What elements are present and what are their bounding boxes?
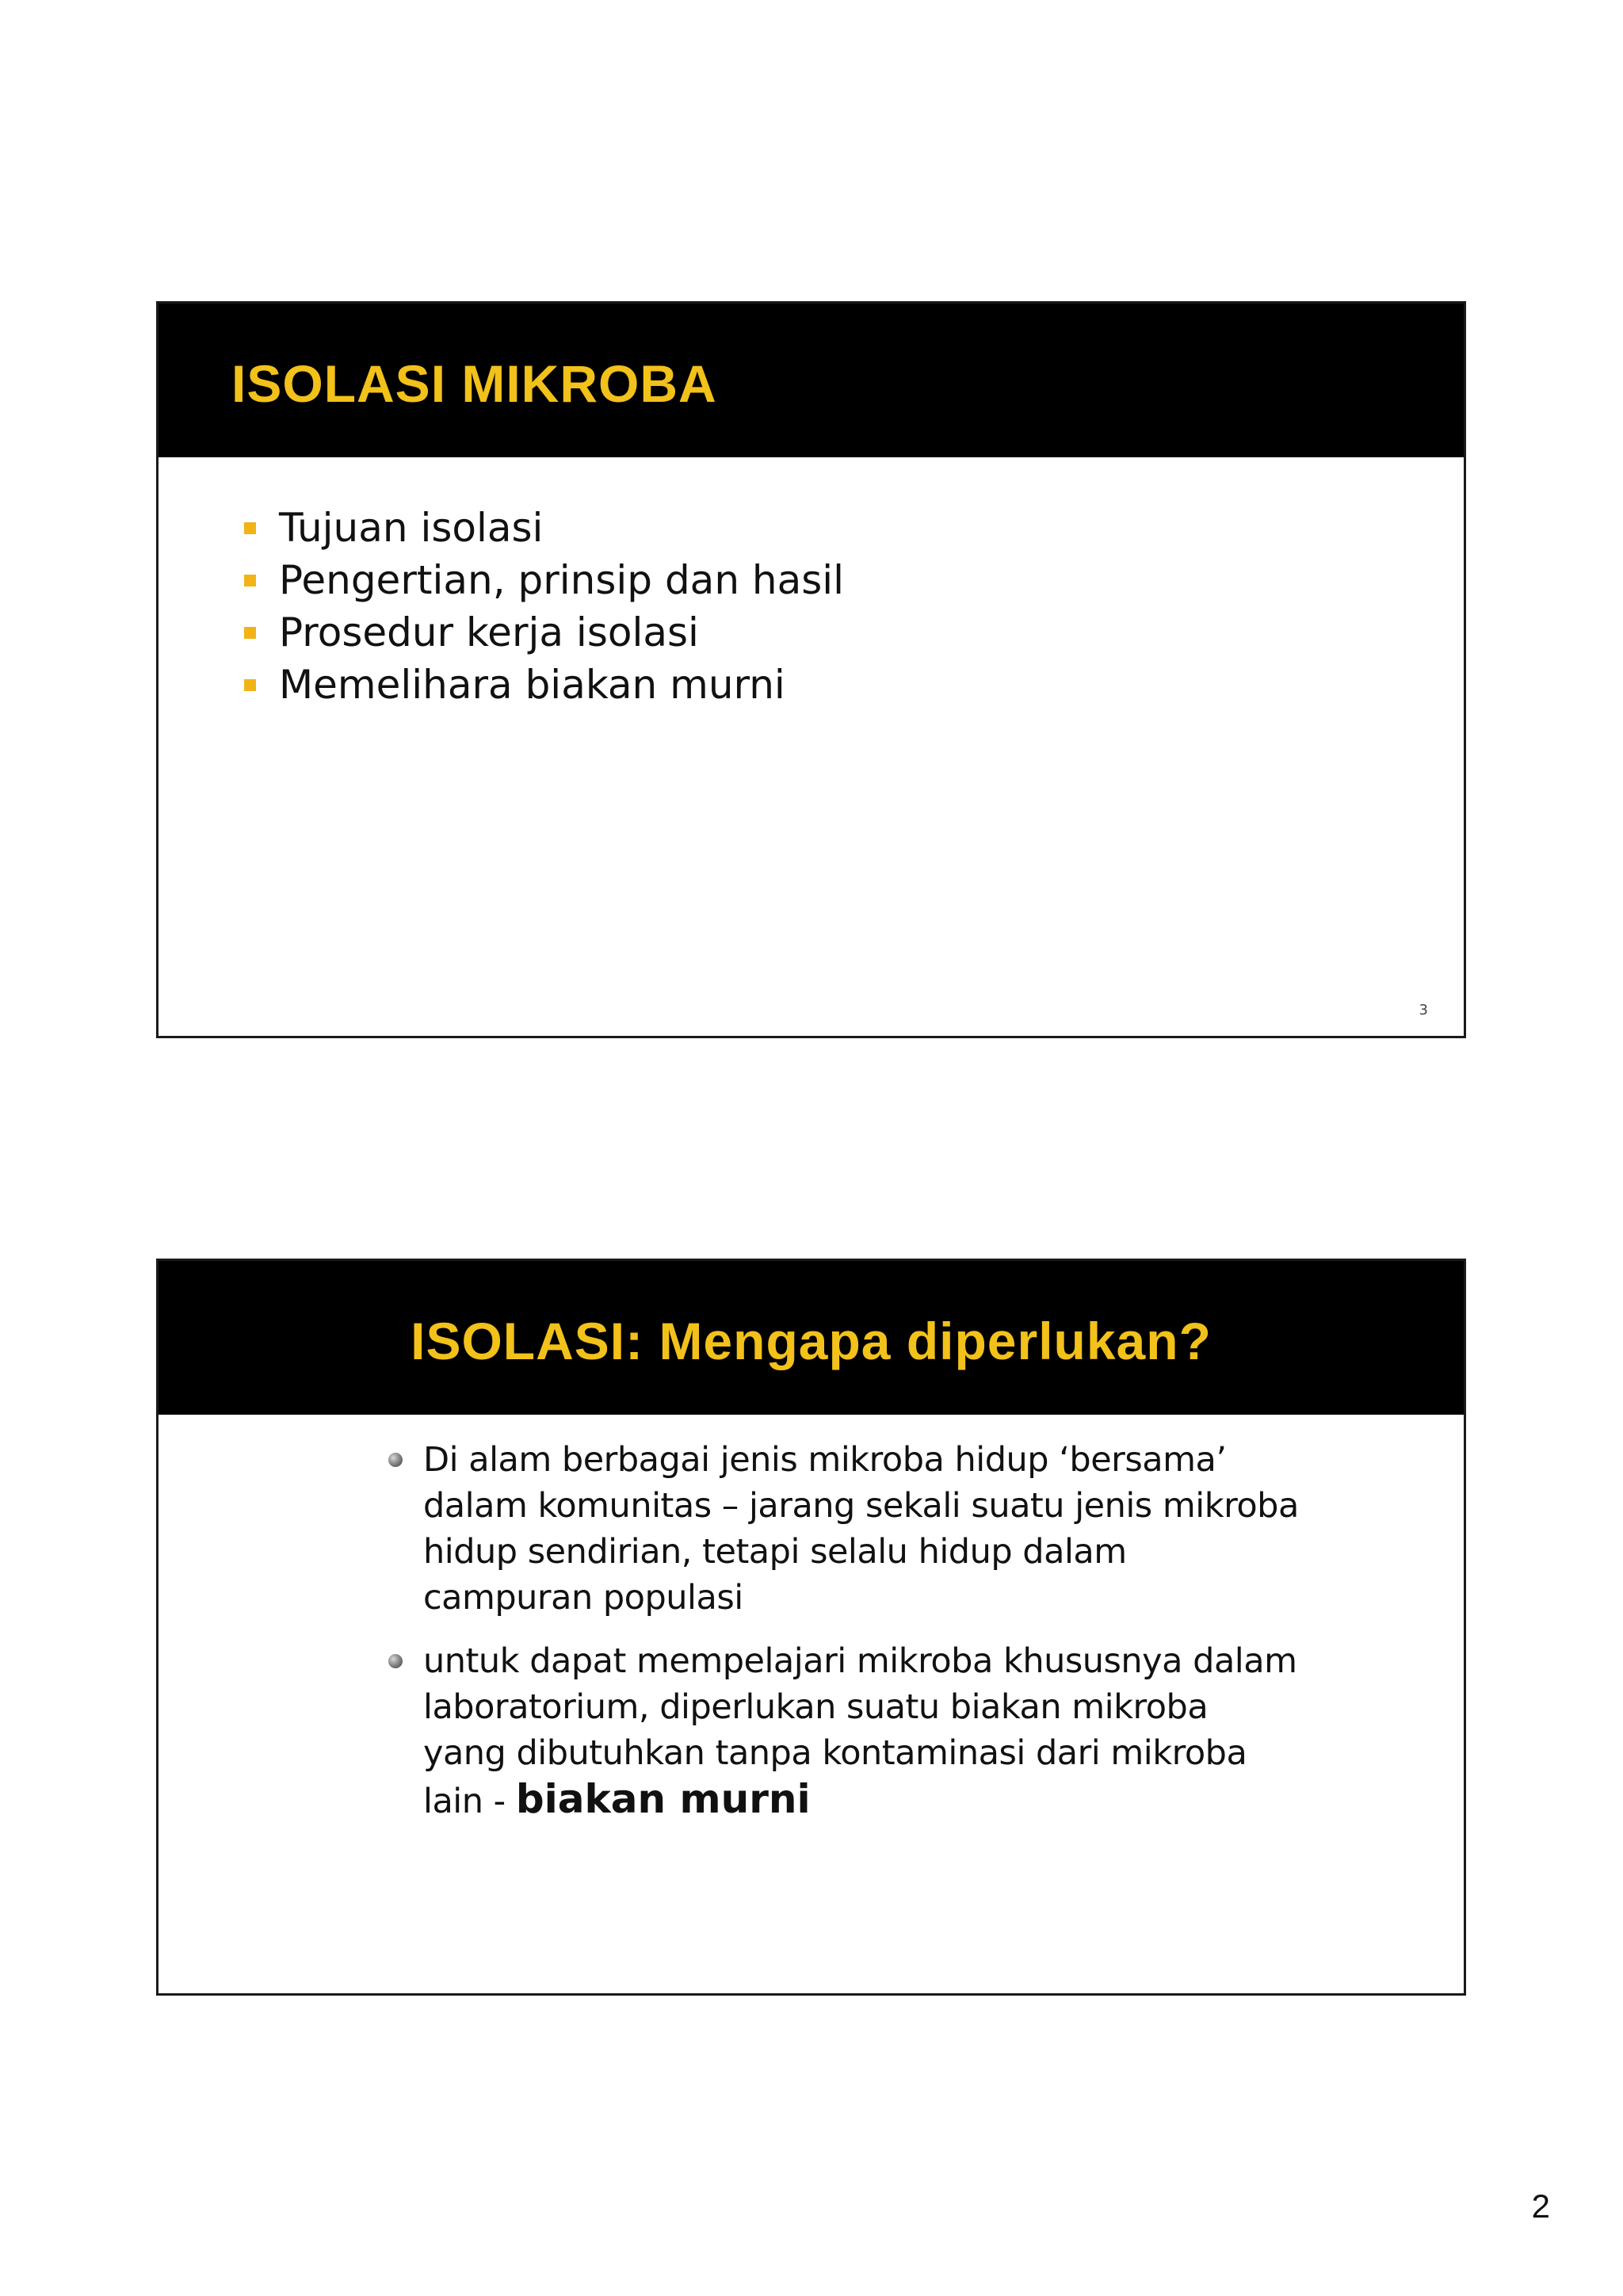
circle-bullet-icon xyxy=(388,1654,403,1668)
slide-title-bar xyxy=(158,304,1464,457)
bullet-list xyxy=(388,1437,1308,1842)
bullet-list xyxy=(244,502,844,711)
list-item: Di alam berbagai jenis mikroba hidup ‘bersama’ dalam komunitas – jarang sekali suatu jenis mikroba hidup sendirian, tetapi selalu hidup dalam campuran populasi xyxy=(388,1437,1308,1621)
slide-title: ISOLASI MIKROBA xyxy=(231,354,717,413)
list-item: untuk dapat mempelajari mikroba khususnya dalam laboratorium, diperlukan suatu biakan mikroba yang dibutuhkan tanpa kontaminasi dari mikroba lain - biakan murni xyxy=(388,1638,1308,1824)
square-bullet-icon xyxy=(244,627,256,639)
square-bullet-icon xyxy=(244,575,256,586)
slide-isolasi-mikroba xyxy=(156,301,1466,1038)
emphasis-text: biakan murni xyxy=(515,1776,811,1822)
circle-bullet-icon xyxy=(388,1453,403,1467)
slide-title-bar xyxy=(158,1261,1464,1415)
list-item: Tujuan isolasi xyxy=(244,502,844,554)
list-item: Memelihara biakan murni xyxy=(244,659,844,711)
slide-number: 3 xyxy=(1419,1002,1428,1018)
square-bullet-icon xyxy=(244,522,256,534)
list-item: Prosedur kerja isolasi xyxy=(244,606,844,659)
square-bullet-icon xyxy=(244,679,256,691)
slide-title: ISOLASI: Mengapa diperlukan? xyxy=(411,1312,1212,1370)
last-line: lain - biakan murni xyxy=(423,1776,811,1822)
slide-isolasi-mengapa xyxy=(156,1259,1466,1996)
list-item: Pengertian, prinsip dan hasil xyxy=(244,554,844,606)
page-number: 2 xyxy=(1531,2187,1550,2225)
